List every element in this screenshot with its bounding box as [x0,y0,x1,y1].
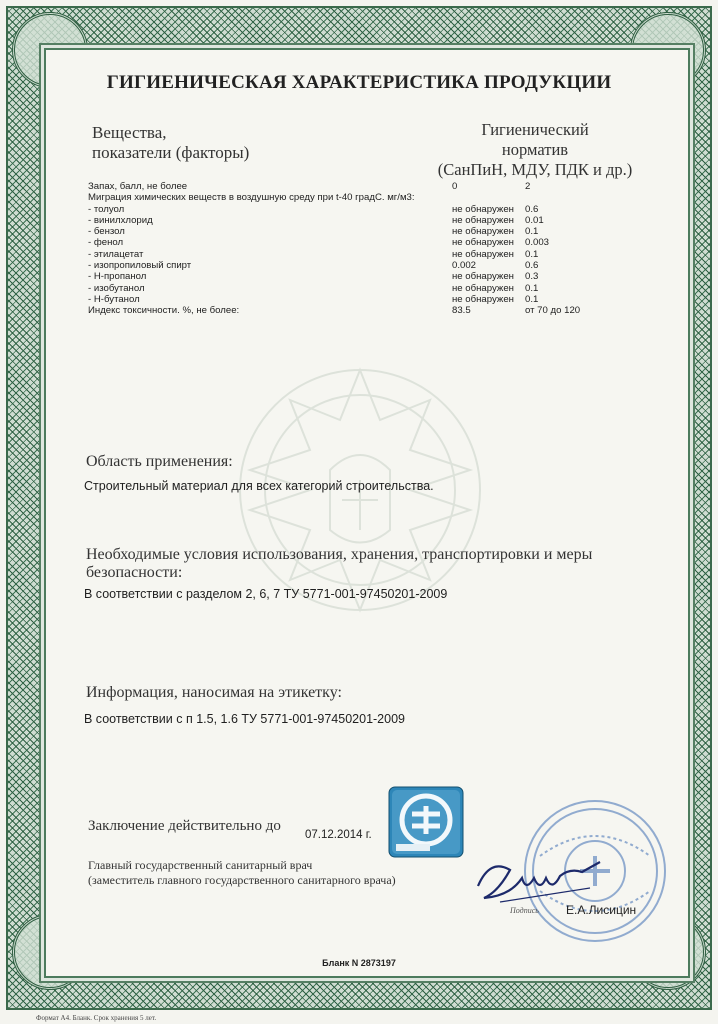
column-header-substances: Вещества, показатели (факторы) [92,123,250,162]
validity-date: 07.12.2014 г. [305,829,372,841]
scope-text: Строительный материал для всех категорий строительства. [84,479,434,493]
blank-number: Бланк N 2873197 [322,958,396,968]
official-name: Е.А.Лисицин [566,903,637,917]
label-info-heading: Информация, наносимая на этикетку: [86,684,342,701]
document-title: ГИГИЕНИЧЕСКАЯ ХАРАКТЕРИСТИКА ПРОДУКЦИИ [106,72,612,93]
conditions-heading-line2: безопасности: [86,564,183,581]
label-info-text: В соответствии с п 1.5, 1.6 ТУ 5771-001-97450201-2009 [84,712,405,726]
footer-note: Формат А4. Бланк. Срок хранения 5 лет. [36,1014,157,1022]
signature-label: Подпись [510,906,539,915]
conditions-text: В соответствии с разделом 2, 6, 7 ТУ 5771-001-97450201-2009 [84,587,448,601]
column-header-norm: Гигиенический норматив (СанПиН, МДУ, ПДК и др.) [437,120,633,179]
official-title: Главный государственный санитарный врач (заместитель главного государственного санитарного врача) [88,858,396,887]
conclusion-label: Заключение действительно до [88,818,281,834]
scope-heading: Область применения: [86,453,233,470]
hologram-icon [388,786,464,858]
signature [470,848,610,908]
conditions-heading-line1: Необходимые условия использования, хранения, транспортировки и меры [86,546,593,563]
